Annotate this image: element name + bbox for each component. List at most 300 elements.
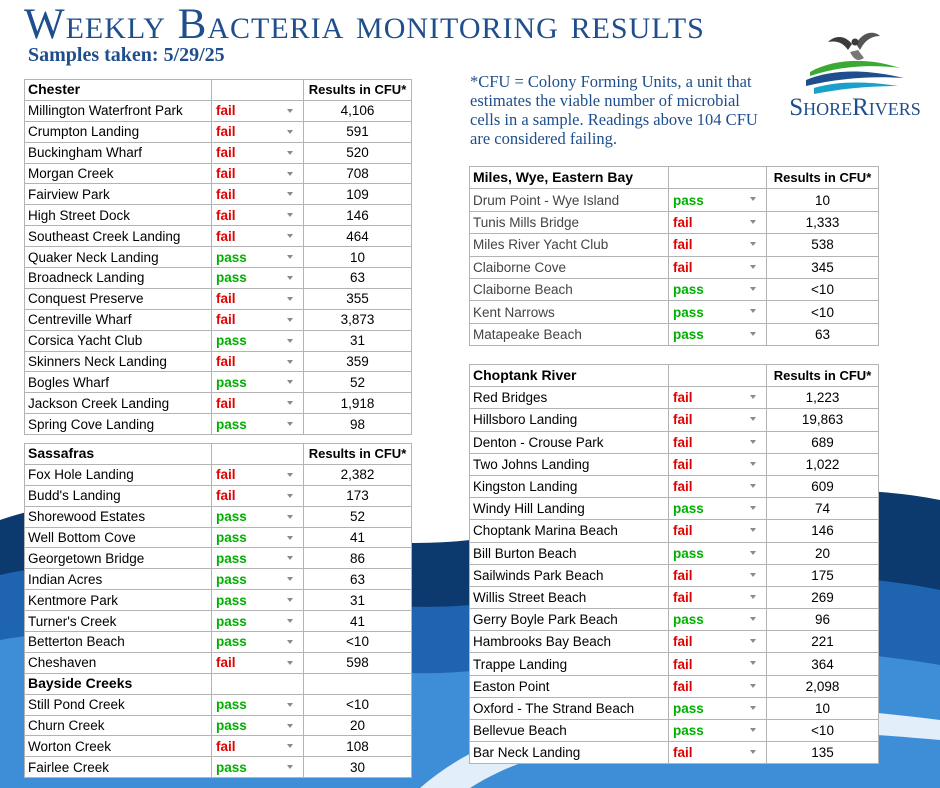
status-dropdown[interactable] [669,498,767,520]
status-dropdown[interactable] [212,736,304,757]
cfu-value: 31 [304,330,412,351]
status-value: fail [216,467,236,483]
dropdown-arrow-icon[interactable] [750,551,756,555]
table-row [470,189,879,211]
status-dropdown[interactable] [212,485,304,506]
site-name: Kingston Landing [470,475,669,497]
cfu-value: 598 [304,652,412,673]
dropdown-arrow-icon[interactable] [287,661,293,665]
dropdown-arrow-icon[interactable] [287,473,293,477]
status-dropdown[interactable] [212,611,304,632]
cfu-value: 2,382 [304,464,412,485]
status-value: fail [216,395,236,411]
status-dropdown[interactable] [212,715,304,736]
dropdown-arrow-icon[interactable] [287,276,293,280]
cfu-value: <10 [767,301,879,323]
dropdown-arrow-icon[interactable] [750,661,756,665]
table-row [470,564,879,586]
site-name: Shorewood Estates [25,506,212,527]
dropdown-arrow-icon[interactable] [287,380,293,384]
site-name: Worton Creek [25,736,212,757]
cfu-value: 1,918 [304,393,412,414]
dropdown-arrow-icon[interactable] [287,744,293,748]
status-value: pass [673,326,704,342]
site-name: Claiborne Cove [470,256,669,278]
status-dropdown[interactable] [212,142,304,163]
status-dropdown[interactable] [669,234,767,256]
status-value: fail [216,228,236,244]
cfu-value: 538 [767,234,879,256]
status-value: pass [216,592,247,608]
dropdown-arrow-icon[interactable] [287,297,293,301]
site-name: Drum Point - Wye Island [470,189,669,211]
choptank-table-body [470,365,879,764]
miles-wye-eastern-bay-table [469,166,879,346]
table-row [470,542,879,564]
status-dropdown[interactable] [669,453,767,475]
status-value: pass [673,612,704,628]
status-dropdown[interactable] [212,247,304,268]
status-dropdown[interactable] [212,163,304,184]
cfu-value: 591 [304,121,412,142]
dropdown-arrow-icon[interactable] [750,639,756,643]
status-value: fail [673,259,693,275]
dropdown-arrow-icon[interactable] [287,151,293,155]
cfu-value: 135 [767,742,879,764]
site-name: Claiborne Beach [470,278,669,300]
status-dropdown[interactable] [669,387,767,409]
dropdown-arrow-icon[interactable] [287,401,293,405]
status-dropdown[interactable] [212,351,304,372]
table-row [470,520,879,542]
status-dropdown[interactable] [212,288,304,309]
status-value: pass [216,718,247,734]
dropdown-arrow-icon[interactable] [287,130,293,134]
table-row [25,694,412,715]
cfu-value: 689 [767,431,879,453]
site-name: Churn Creek [25,715,212,736]
status-value: fail [216,186,236,202]
cfu-value: 63 [304,569,412,590]
status-value: fail [673,567,693,583]
dropdown-arrow-icon[interactable] [750,573,756,577]
site-name: Denton - Crouse Park [470,431,669,453]
status-dropdown[interactable] [212,506,304,527]
status-dropdown[interactable] [212,309,304,330]
results-header: Results in CFU* [304,80,412,101]
cfu-value: 63 [767,323,879,345]
site-name: Turner's Creek [25,611,212,632]
cfu-value: 10 [767,189,879,211]
status-value: pass [673,192,704,208]
cfu-value: 31 [304,590,412,611]
table-row [470,475,879,497]
status-value: pass [216,697,247,713]
site-name: Willis Street Beach [470,586,669,608]
dropdown-arrow-icon[interactable] [287,640,293,644]
site-name: Georgetown Bridge [25,548,212,569]
dropdown-arrow-icon[interactable] [287,255,293,259]
results-header: Results in CFU* [767,167,879,189]
status-dropdown[interactable] [212,184,304,205]
cfu-value: 146 [304,205,412,226]
status-dropdown[interactable] [669,189,767,211]
dropdown-arrow-icon[interactable] [287,339,293,343]
logo-wordmark: ShoreRivers [789,94,921,121]
site-name: Fox Hole Landing [25,464,212,485]
status-value: pass [216,374,247,390]
status-value: fail [216,488,236,504]
status-value: pass [216,759,247,775]
status-dropdown[interactable] [669,720,767,742]
status-value: fail [673,634,693,650]
status-dropdown[interactable] [212,330,304,351]
dropdown-arrow-icon[interactable] [750,617,756,621]
cfu-value: 345 [767,256,879,278]
table-row [25,268,412,289]
dropdown-arrow-icon[interactable] [750,750,756,754]
status-value: fail [673,412,693,428]
status-value: pass [216,634,247,650]
status-value: fail [673,390,693,406]
cfu-value: 4,106 [304,100,412,121]
site-name: Hambrooks Bay Beach [470,631,669,653]
cfu-value: 74 [767,498,879,520]
status-value: pass [216,416,247,432]
dropdown-arrow-icon[interactable] [750,417,756,421]
site-name: Conquest Preserve [25,288,212,309]
site-name: Millington Waterfront Park [25,100,212,121]
status-dropdown[interactable] [669,586,767,608]
table-row [470,609,879,631]
status-dropdown[interactable] [212,757,304,778]
status-dropdown[interactable] [669,520,767,542]
site-name: Easton Point [470,675,669,697]
cfu-value: 20 [304,715,412,736]
status-value: pass [216,571,247,587]
status-dropdown[interactable] [669,323,767,345]
site-name: Windy Hill Landing [470,498,669,520]
cfu-value: 708 [304,163,412,184]
status-value: fail [673,456,693,472]
site-name: Broadneck Landing [25,268,212,289]
table-row [470,431,879,453]
cfu-value: <10 [304,694,412,715]
status-value: pass [216,613,247,629]
dropdown-arrow-icon[interactable] [750,528,756,532]
status-dropdown[interactable] [212,569,304,590]
cfu-value: 1,223 [767,387,879,409]
dropdown-arrow-icon[interactable] [750,220,756,224]
cfu-value: 63 [304,268,412,289]
status-value: fail [216,103,236,119]
table-row [470,653,879,675]
dropdown-arrow-icon[interactable] [287,109,293,113]
site-name: Buckingham Wharf [25,142,212,163]
status-dropdown[interactable] [212,372,304,393]
status-value: fail [673,523,693,539]
dropdown-arrow-icon[interactable] [750,242,756,246]
site-name: Red Bridges [470,387,669,409]
dropdown-arrow-icon[interactable] [287,556,293,560]
cfu-value: 52 [304,372,412,393]
status-value: fail [216,655,236,671]
table-row [470,409,879,431]
cfu-value: 1,022 [767,453,879,475]
status-value: fail [216,207,236,223]
sassafras-table [24,443,412,778]
cfu-value: 96 [767,609,879,631]
site-name: Spring Cove Landing [25,414,212,435]
status-dropdown[interactable] [669,431,767,453]
cfu-value: 41 [304,527,412,548]
dropdown-arrow-icon[interactable] [287,536,293,540]
choptank-river-table [469,364,879,764]
table-row [470,498,879,520]
dropdown-arrow-icon[interactable] [287,422,293,426]
status-value: fail [673,678,693,694]
status-dropdown[interactable] [212,100,304,121]
dropdown-arrow-icon[interactable] [750,395,756,399]
site-name: Indian Acres [25,569,212,590]
status-value: fail [216,738,236,754]
status-value: fail [216,145,236,161]
cfu-value: 221 [767,631,879,653]
status-dropdown[interactable] [669,653,767,675]
site-name: Gerry Boyle Park Beach [470,609,669,631]
status-dropdown[interactable] [212,414,304,435]
status-dropdown[interactable] [669,301,767,323]
site-name: Bellevue Beach [470,720,669,742]
site-name: Still Pond Creek [25,694,212,715]
dropdown-arrow-icon[interactable] [287,765,293,769]
site-name: Trappe Landing [470,653,669,675]
status-value: pass [216,270,247,286]
dropdown-arrow-icon[interactable] [287,213,293,217]
dropdown-arrow-icon[interactable] [750,309,756,313]
dropdown-arrow-icon[interactable] [287,172,293,176]
status-value: pass [673,282,704,298]
status-dropdown[interactable] [669,609,767,631]
site-name: Morgan Creek [25,163,212,184]
status-value: pass [216,509,247,525]
status-value: pass [673,304,704,320]
table-row [25,715,412,736]
dropdown-arrow-icon[interactable] [750,595,756,599]
status-dropdown[interactable] [212,393,304,414]
status-dropdown[interactable] [669,409,767,431]
status-dropdown[interactable] [212,694,304,715]
cfu-value: 359 [304,351,412,372]
table-row [470,234,879,256]
table-row [25,736,412,757]
dropdown-arrow-icon[interactable] [287,619,293,623]
status-dropdown[interactable] [212,548,304,569]
status-dropdown[interactable] [212,464,304,485]
status-dropdown[interactable] [212,268,304,289]
status-dropdown[interactable] [669,631,767,653]
cfu-value: 173 [304,485,412,506]
table-row [470,256,879,278]
cfu-value: 1,333 [767,211,879,233]
status-dropdown[interactable] [212,527,304,548]
header-results-cell [304,673,412,694]
site-name: Bogles Wharf [25,372,212,393]
status-value: fail [673,237,693,253]
page-title: Weekly Bacteria monitoring results [24,1,705,48]
dropdown-arrow-icon[interactable] [750,728,756,732]
status-value: fail [216,166,236,181]
header-status-cell [212,444,304,465]
status-value: pass [673,501,704,517]
site-name: Two Johns Landing [470,453,669,475]
cfu-value: 41 [304,611,412,632]
status-dropdown[interactable] [669,697,767,719]
dropdown-arrow-icon[interactable] [750,287,756,291]
cfu-value: 464 [304,226,412,247]
table-row [25,142,412,163]
shorerivers-logo [780,28,930,128]
dropdown-arrow-icon[interactable] [287,724,293,728]
sassafras-table-body [25,444,412,778]
cfu-value: 2,098 [767,675,879,697]
status-dropdown[interactable] [212,205,304,226]
table-row [25,100,412,121]
dropdown-arrow-icon[interactable] [750,484,756,488]
cfu-value: <10 [304,632,412,653]
site-name: Quaker Neck Landing [25,247,212,268]
site-name: Corsica Yacht Club [25,330,212,351]
site-name: Matapeake Beach [470,323,669,345]
table-row [470,211,879,233]
table-row [25,184,412,205]
table-row [470,697,879,719]
status-dropdown[interactable] [212,226,304,247]
site-name: Budd's Landing [25,485,212,506]
dropdown-arrow-icon[interactable] [287,703,293,707]
cfu-value: 364 [767,653,879,675]
table-row [470,631,879,653]
dropdown-arrow-icon[interactable] [287,318,293,322]
cfu-value: 109 [304,184,412,205]
status-dropdown[interactable] [669,278,767,300]
table-title: Sassafras [25,444,212,465]
header-status-cell [669,167,767,189]
header-status-cell [212,80,304,101]
status-dropdown[interactable] [669,211,767,233]
table-row [25,414,412,435]
site-name: Fairview Park [25,184,212,205]
dropdown-arrow-icon[interactable] [287,192,293,196]
site-name: Sailwinds Park Beach [470,564,669,586]
dropdown-arrow-icon[interactable] [287,598,293,602]
dropdown-arrow-icon[interactable] [750,706,756,710]
status-dropdown[interactable] [669,256,767,278]
status-dropdown[interactable] [212,652,304,673]
status-value: pass [673,700,704,716]
status-value: fail [673,745,693,761]
dropdown-arrow-icon[interactable] [750,462,756,466]
header-status-cell [669,365,767,387]
table-row [25,393,412,414]
status-dropdown[interactable] [669,475,767,497]
cfu-value: 10 [304,247,412,268]
table-title: Choptank River [470,365,669,387]
status-dropdown[interactable] [669,542,767,564]
status-value: pass [216,249,247,265]
dropdown-arrow-icon[interactable] [287,234,293,238]
cfu-value: 30 [304,757,412,778]
dropdown-arrow-icon[interactable] [287,577,293,581]
results-header: Results in CFU* [767,365,879,387]
cfu-value: 86 [304,548,412,569]
table-header-row [25,80,412,101]
cfu-value: <10 [767,720,879,742]
table-row [25,226,412,247]
status-value: fail [216,124,236,140]
table-row [25,548,412,569]
cfu-footnote: *CFU = Colony Forming Units, a unit that estimates the viable number of microbial cells in a sample. Readings above 104 CFU are considered failing. [470,72,758,148]
status-value: pass [216,550,247,566]
table-row [25,632,412,653]
cfu-value: 520 [304,142,412,163]
table-row [25,288,412,309]
site-name: Bill Burton Beach [470,542,669,564]
site-name: Choptank Marina Beach [470,520,669,542]
dropdown-arrow-icon[interactable] [750,197,756,201]
dropdown-arrow-icon[interactable] [287,515,293,519]
cfu-value: 20 [767,542,879,564]
table-row [25,247,412,268]
dropdown-arrow-icon[interactable] [287,494,293,498]
status-value: fail [673,434,693,450]
dropdown-arrow-icon[interactable] [750,684,756,688]
status-dropdown[interactable] [669,564,767,586]
status-value: fail [216,354,236,370]
table-row [25,527,412,548]
dropdown-arrow-icon[interactable] [750,265,756,269]
cfu-value: 10 [767,697,879,719]
status-dropdown[interactable] [212,590,304,611]
site-name: Jackson Creek Landing [25,393,212,414]
status-dropdown[interactable] [212,121,304,142]
site-name: Skinners Neck Landing [25,351,212,372]
table-title: Chester [25,80,212,101]
table-row [25,485,412,506]
table-row [25,506,412,527]
samples-date: Samples taken: 5/29/25 [28,44,225,66]
status-dropdown[interactable] [669,675,767,697]
cfu-value: 19,863 [767,409,879,431]
dropdown-arrow-icon[interactable] [750,332,756,336]
site-name: Oxford - The Strand Beach [470,697,669,719]
status-value: pass [673,723,704,739]
dropdown-arrow-icon[interactable] [750,506,756,510]
site-name: Miles River Yacht Club [470,234,669,256]
cfu-value: 52 [304,506,412,527]
dropdown-arrow-icon[interactable] [287,360,293,364]
table-row [470,675,879,697]
table-row [25,205,412,226]
chester-table-body [25,80,412,435]
table-row [470,387,879,409]
status-dropdown[interactable] [212,632,304,653]
results-header: Results in CFU* [304,444,412,465]
dropdown-arrow-icon[interactable] [750,440,756,444]
site-name: Kent Narrows [470,301,669,323]
cfu-value: 269 [767,586,879,608]
status-dropdown[interactable] [669,742,767,764]
